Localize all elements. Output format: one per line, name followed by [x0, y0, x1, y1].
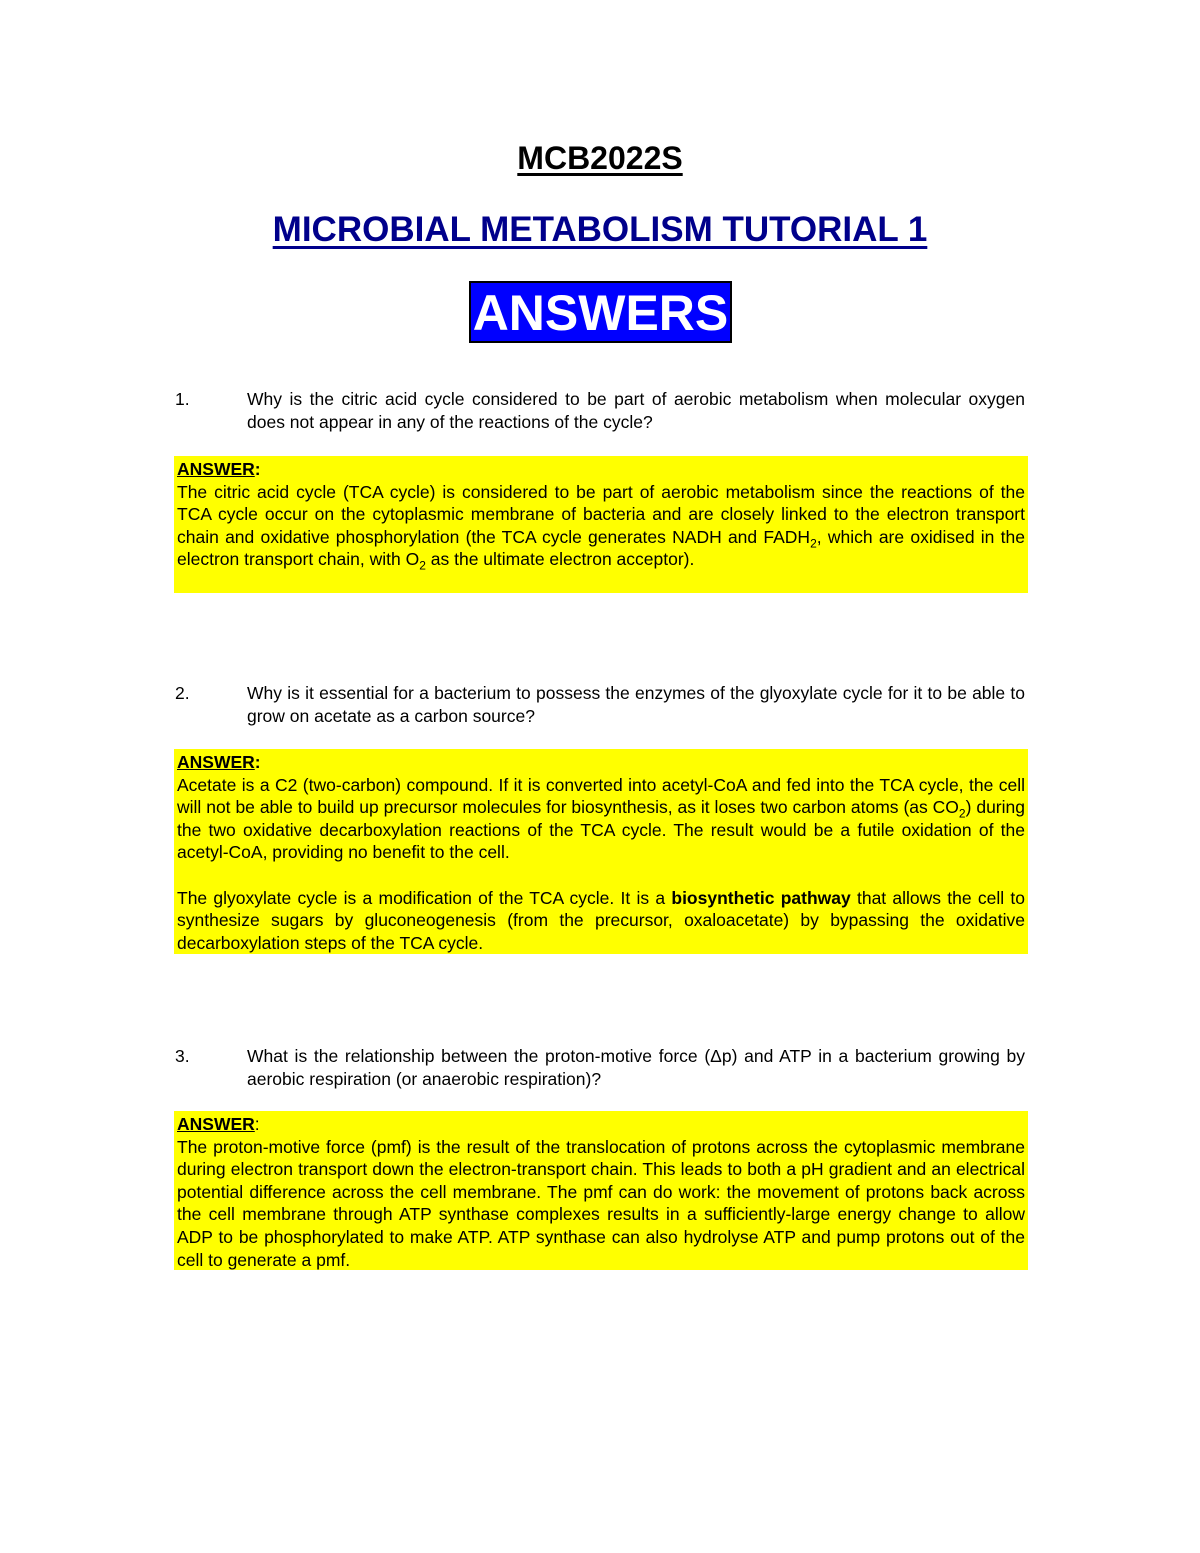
question-number: 1. — [175, 389, 190, 409]
course-code: MCB2022S — [517, 140, 683, 176]
question-2 — [175, 682, 1025, 728]
answer-paragraph-2: The glyoxylate cycle is a modification of the TCA cycle. It is a biosynthetic pathway that allows the cell to synthesize sugars by gluconeogenesis (from the precursor, oxaloacetate) by bypassing the oxidative decarboxylation steps of the TCA cycle. — [177, 887, 1025, 953]
question-1 — [175, 388, 1025, 434]
answer-text: The citric acid cycle (TCA cycle) is considered to be part of aerobic metabolism since the reactions of the TCA cycle occur on the cytoplasmic membrane of bacteria and are closely linked to the electron transport chain and oxidative phosphorylation (the TCA cycle generates NADH and $FADH_2$, which are oxidised in the electron transport chain, with $O_2$ as the ultimate electron acceptor). — [177, 481, 1025, 573]
answer-text: The proton-motive force (pmf) is the result of the translocation of protons across the cytoplasmic membrane during electron transport down the electron-transport chain. This leads to both a pH gradient and an electrical potential difference across the cell membrane. The pmf can do work: the movement of protons back across the cell membrane through ATP synthase complexes results in a sufficiently-large energy change to allow ADP to be phosphorylated to make ATP. ATP synthase can also hydrolyse ATP and pump protons out of the cell to generate a pmf. — [177, 1136, 1025, 1270]
answer-box-2 — [174, 749, 1028, 954]
answer-paragraph-1: Acetate is a C2 (two-carbon) compound. If it is converted into acetyl-CoA and fed into the TCA cycle, the cell will not be able to build up precursor molecules for biosynthesis, as it loses two carbon atoms (as $CO_2$) during the two oxidative decarboxylation reactions of the TCA cycle. The result would be a futile oxidation of the acetyl-CoA, providing no benefit to the cell. — [177, 774, 1025, 863]
answer-heading: ANSWER: — [177, 459, 261, 479]
question-text: What is the relationship between the proton-motive force (Δp) and ATP in a bacterium growing by aerobic respiration (or anaerobic respiration)? — [247, 1046, 1025, 1089]
question-number: 2. — [175, 683, 190, 703]
question-text: Why is it essential for a bacterium to possess the enzymes of the glyoxylate cycle for it to be able to grow on acetate as a carbon source? — [247, 683, 1025, 726]
answer-heading: ANSWER: — [177, 1114, 260, 1134]
answer-box-1 — [174, 456, 1028, 593]
answers-banner: ANSWERS — [469, 281, 732, 343]
document-title: MICROBIAL METABOLISM TUTORIAL 1 — [272, 210, 928, 249]
answer-heading: ANSWER: — [177, 752, 261, 772]
answer-box-3 — [174, 1111, 1028, 1270]
question-number: 3. — [175, 1046, 190, 1066]
question-text: Why is the citric acid cycle considered to be part of aerobic metabolism when molecular oxygen does not appear in any of the reactions of the cycle? — [247, 389, 1025, 432]
question-3 — [175, 1045, 1025, 1091]
